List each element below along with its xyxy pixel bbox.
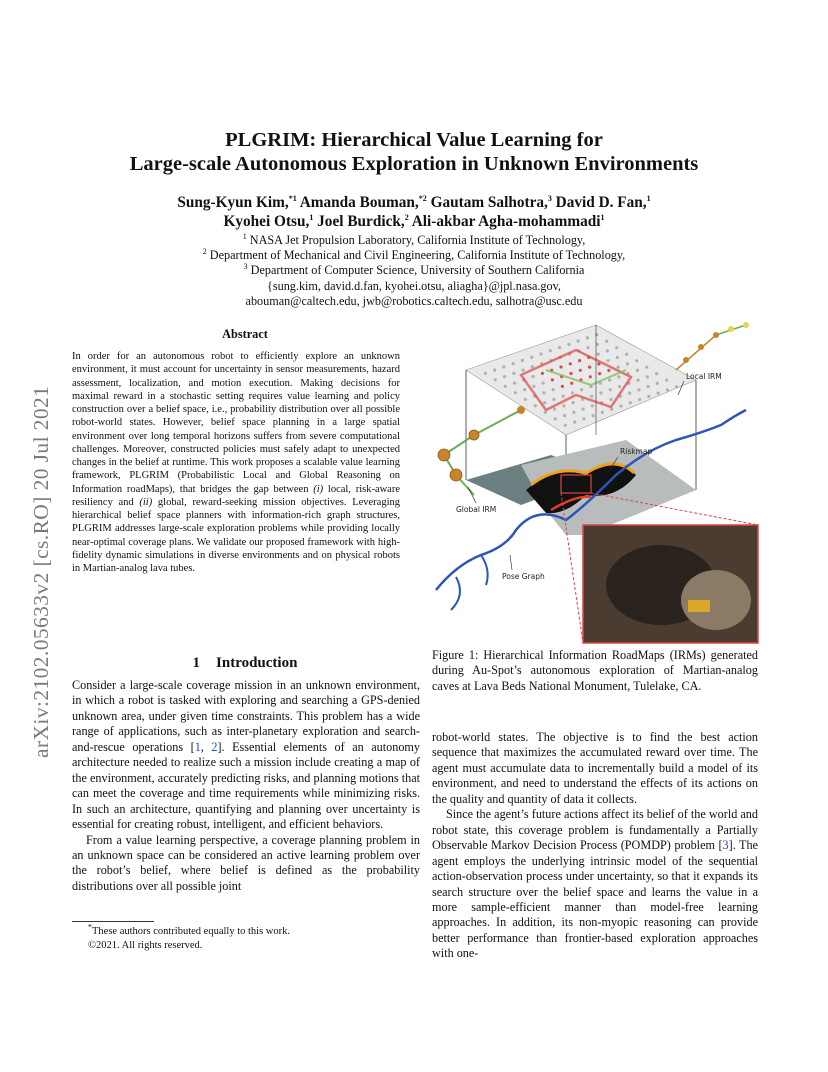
local-irm-node [558,346,561,349]
local-irm-node [512,362,515,365]
local-irm-node [494,378,497,381]
local-irm-node [513,382,516,385]
affil-num: 2 [202,247,207,257]
local-irm-node [541,372,544,375]
local-irm-node [571,391,574,394]
local-irm-node [524,398,527,401]
marker-ii: (ii) [139,496,153,508]
local-irm-node [619,404,622,407]
local-irm-node [532,375,535,378]
local-irm-node [656,382,659,385]
local-irm-node [628,392,631,395]
local-irm-node [608,379,611,382]
local-irm-node [578,359,581,362]
local-irm-node [554,417,557,420]
local-irm-node [625,353,628,356]
local-irm-node [598,372,601,375]
local-irm-node [597,353,600,356]
global-irm-node [469,430,479,440]
author-sup: 2 [404,212,409,222]
local-irm-node [592,414,595,417]
author-name: Kyohei Otsu, [223,213,310,230]
abstract-body: In order for an autonomous robot to efficiently explore an unknown environment, it must account for uncertainty in sensor measurements, hazard assessment, localization, and motion execution. Making decisions for maximal reward in a stochastic setting requires value learning and policy construction over a belief space, i.e., probability distribution over all possible robot-world states. However, belief space planning in a large spatial environment over long temporal horizons suffers from severe computational challenges. Moreover, constructed policies must safely adapt to unexpected changes in the belief at runtime. This work proposes a scalable value learning framework, PLGRIM (Probabilistic Local and Global Reasoning on Information roadMaps), that bridges the gap between (i) local, risk-aware resiliency and (ii) global, reward-seeking mission objectives. Leveraging hierarchical belief space planners with information-rich graph structures, PLGRIM addresses large-scale exploration problems while providing locally near-optimal coverage plans. We validate our proposed framework with high-fidelity dynamic simulations in diverse environments and on physical robots in Martian-analog lava tubes. [72,351,400,574]
footnote-rule [72,921,154,922]
local-irm-node [569,362,572,365]
author-name: David D. Fan, [555,194,647,211]
intro-left-column [72,678,420,894]
figure-1-illustration [426,315,762,645]
emails-line-1: {sung.kim, david.d.fan, kyohei.otsu, aliagha}@jpl.nasa.gov, [267,278,561,293]
local-irm-node [579,369,582,372]
label-global-irm: Global IRM [456,505,497,514]
local-irm-node [521,359,524,362]
local-irm-node [572,411,575,414]
paragraph: From a value learning perspective, a coverage planning problem in an unknown space can be considered an active learning problem over the robot’s belief, where belief is defined as the probability distributions over all possible joint [72,832,420,893]
local-irm-node [647,385,650,388]
figure-1-caption: Figure 1: Hierarchical Information RoadMaps (IRMs) generated during Au-Spot’s autonomous exploration of Martian-analog caves at Lava Beds National Monument, Tulelake, CA. [432,648,758,693]
emails-line-2: abouman@caltech.edu, jwb@robotics.caltech.edu, salhotra@usc.edu [245,293,583,308]
local-irm-node [573,421,576,424]
local-irm-node [599,391,602,394]
footnote-copyright: ©2021. All rights reserved. [88,940,203,951]
local-irm-node [539,352,542,355]
local-irm-node [626,362,629,365]
local-irm-node [514,391,517,394]
robot-in-photo [688,600,710,612]
title-line-2: Large-scale Autonomous Exploration in Unknown Environments [129,153,699,175]
local-irm-node [588,366,591,369]
local-irm-node [615,346,618,349]
figure-1 [426,315,762,645]
global-irm-node [728,326,734,332]
local-irm-node [530,356,533,359]
local-irm-node [606,349,609,352]
global-irm-node [713,332,719,338]
local-irm-node [551,378,554,381]
local-irm-node [542,382,545,385]
local-irm-node [595,333,598,336]
global-irm-node [683,357,689,363]
arxiv-stamp [8,300,68,760]
local-irm-node [532,385,535,388]
local-irm-node [655,372,658,375]
local-irm-node [502,365,505,368]
local-irm-node [586,336,589,339]
local-irm-node [549,349,552,352]
local-irm-node [601,411,604,414]
local-irm-node [561,385,564,388]
author-name: Ali-akbar Agha-mohammadi [411,213,601,230]
local-irm-node [563,414,566,417]
local-irm-node [534,404,537,407]
local-irm-node [618,385,621,388]
affil-num: 1 [242,231,247,241]
intro-right-column [432,730,758,962]
author-sup: 3 [547,193,552,203]
local-irm-node [582,417,585,420]
local-irm-node [675,385,678,388]
local-irm-node [666,388,669,391]
local-irm-node [504,385,507,388]
local-irm-node [616,356,619,359]
title-line-1: PLGRIM: Hierarchical Value Learning for [225,129,603,151]
local-irm-node [617,366,620,369]
global-irm-node [517,406,525,414]
local-irm-node [523,388,526,391]
local-irm-node [543,401,546,404]
author-name: Sung-Kyun Kim, [177,194,289,211]
global-irm-node [698,344,704,350]
author-name: Amanda Bouman, [299,194,419,211]
global-irm-node [438,449,450,461]
abstract-heading: Abstract [222,327,268,341]
local-irm-node [609,398,612,401]
marker-i: (i) [313,483,324,495]
footnote-equal-contribution: These authors contributed equally to this work. [92,926,290,937]
local-irm-node [522,369,525,372]
local-irm-node [553,408,556,411]
local-irm-node [562,395,565,398]
local-irm-node [580,388,583,391]
local-irm-node [647,395,650,398]
local-irm-node [635,359,638,362]
local-irm-node [637,388,640,391]
local-irm-node [638,398,641,401]
local-irm-node [629,401,632,404]
global-irm-node [450,469,462,481]
local-irm-node [609,388,612,391]
local-irm-node [562,404,565,407]
local-irm-node [564,424,567,427]
local-irm-node [582,408,585,411]
local-irm-node [552,388,555,391]
section-heading-introduction [72,655,418,672]
local-irm-node [484,372,487,375]
arxiv-stamp-text: arXiv:2102.05633v2 [cs.RO] 20 Jul 2021 [29,385,53,758]
affil-num: 3 [243,262,248,272]
local-irm-node [589,375,592,378]
local-irm-node [637,379,640,382]
local-irm-node [636,369,639,372]
global-irm-node [743,322,749,328]
paragraph: Consider a large-scale coverage mission in an unknown environment, in which a robot is tasked with exploring and searching a GPS-denied unknown area, under given time constraints. This problem has a wide range of applications, such as inter-planetary exploration and search-and-rescue operations [1, 2]. Essential elements of an autonomy architecture needed to realize such a mission include creating a map of the environment, accurately predicting risks, and planning motions that can meet the coverage and time requirements while minimizing risks. In such an architecture, quantifying and planning over uncertainty is essential for creating robust, intelligent, and efficient behaviors. [72,678,420,832]
local-irm-node [552,398,555,401]
author-name: Gautam Salhotra, [430,194,548,211]
author-list [80,193,748,231]
citation-link[interactable]: 1 [194,739,201,754]
local-irm-node [607,369,610,372]
section-title: Introduction [216,655,298,671]
footnotes [72,922,420,953]
citation-link[interactable]: 3 [722,838,729,853]
local-irm-node [590,395,593,398]
local-irm-node [542,391,545,394]
section-number: 1 [192,655,201,671]
local-irm-node [493,369,496,372]
local-irm-node [605,340,608,343]
affiliation-1: NASA Jet Propulsion Laboratory, California Institute of Technology, [249,233,586,247]
author-sup: *1 [288,193,297,203]
local-irm-node [657,392,660,395]
footnote-mark: * [88,922,92,932]
local-irm-node [570,382,573,385]
paragraph: robot-world states. The objective is to find the best action sequence that maximizes the accumulated reward over time. The agent must accumulate data to incrementally build a model of its environment, and need to understand the effects of its actions on the quality and quantity of data it collects. [432,730,758,806]
author-name: Joel Burdick, [317,213,405,230]
local-irm-node [645,366,648,369]
affiliation-3: Department of Computer Science, University of Southern California [250,263,585,278]
local-irm-node [665,379,668,382]
label-local-irm: Local IRM [686,372,722,381]
local-irm-node [512,372,515,375]
local-irm-node [617,375,620,378]
local-irm-node [577,340,580,343]
local-irm-node [646,375,649,378]
affiliation-2: Department of Mechanical and Civil Engineering, California Institute of Technology, [209,248,626,263]
paper-title [80,128,748,176]
local-irm-node [559,365,562,368]
local-irm-node [567,343,570,346]
author-sup: 1 [600,212,605,222]
author-sup: 1 [646,193,651,203]
local-irm-node [587,346,590,349]
local-irm-node [607,359,610,362]
affiliations [80,233,748,309]
citation-link[interactable]: 2 [211,739,218,754]
local-irm-node [591,404,594,407]
local-irm-node [572,401,575,404]
paragraph: Since the agent’s future actions affect its belief of the world and robot state, this coverage problem is fundamentally a Partially Observable Markov Decision Process (POMDP) problem [3]. The agent employs the underlying intrinsic model of the sequential action-observation process under uncertainty, so that it expands its search structure over the belief space and learns the value in a more sample-efficient manner than model-free learning approaches. In addition, its non-myopic reasoning can provide better performance than frontier-based exploration approaches with one- [432,807,758,961]
label-pose-graph: Pose Graph [502,572,545,581]
local-irm-node [503,375,506,378]
label-riskmap: Riskmap [620,447,653,456]
author-sup: *2 [418,193,427,203]
author-sup: 1 [309,212,314,222]
local-irm-node [569,372,572,375]
